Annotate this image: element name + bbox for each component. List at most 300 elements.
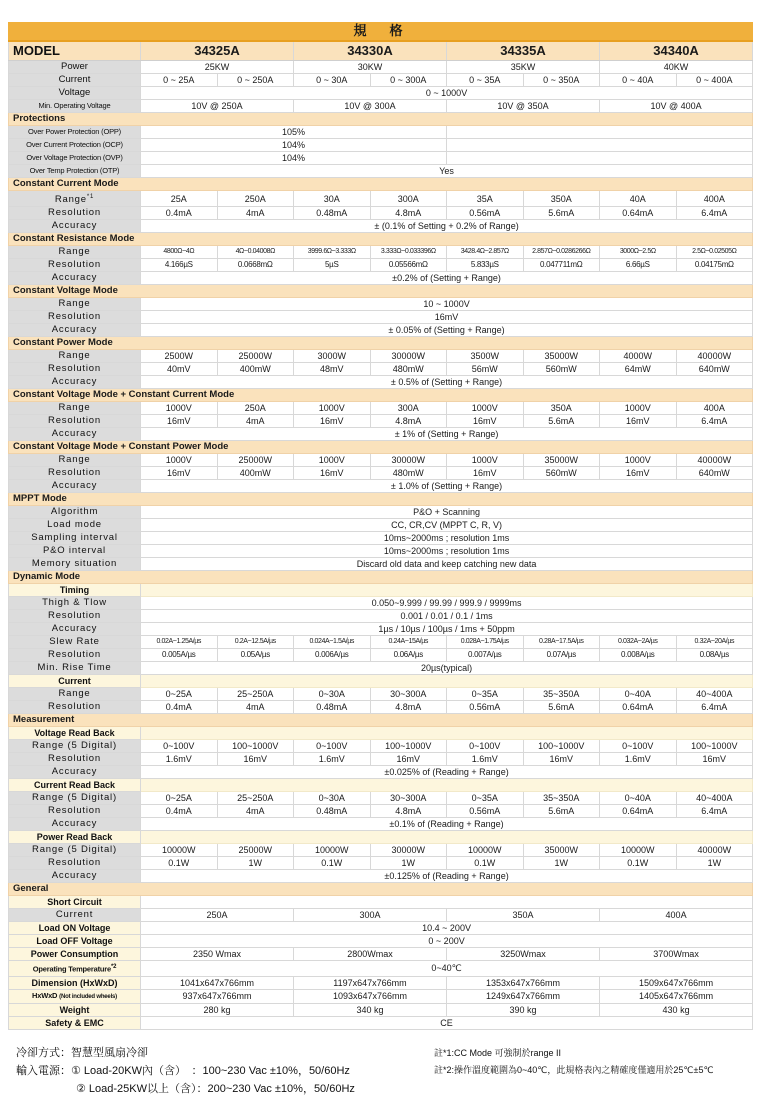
crb-res-c5: 0.56mA xyxy=(447,805,524,818)
dimension-nw-34335A: 1249x647x766mm xyxy=(447,989,600,1003)
prb-range-c5: 10000W xyxy=(447,844,524,857)
model-header-row xyxy=(9,41,753,61)
cp-res-c6: 560mW xyxy=(523,363,600,376)
weight-34330A: 340 kg xyxy=(294,1003,447,1016)
slew-rate-c3: 0.024A~1.5A/µs xyxy=(294,636,371,649)
cp-range-c4: 30000W xyxy=(370,350,447,363)
row-crb-accuracy xyxy=(9,818,753,831)
dyn-cur-res-c5: 0.56mA xyxy=(447,701,524,714)
row-ovp xyxy=(9,152,753,165)
cr-accuracy-value: ±0.2% of (Setting + Range) xyxy=(141,272,753,285)
slew-res-c1: 0.005A/µs xyxy=(141,649,218,662)
slew-rate-c5: 0.028A~1.75A/µs xyxy=(447,636,524,649)
subsection-voltage-read-back xyxy=(9,727,753,740)
cc-res-c8: 6.4mA xyxy=(676,207,753,220)
cc-range-c8: 400A xyxy=(676,191,753,207)
row-label-cv-resolution: Resolution xyxy=(9,311,141,324)
slew-res-c2: 0.05A/µs xyxy=(217,649,294,662)
row-mppt-sampling-interval xyxy=(9,532,753,545)
row-label-min-rise-time: Min. Rise Time xyxy=(9,662,141,675)
cp-range-c8: 40000W xyxy=(676,350,753,363)
current-c4: 0 ~ 300A xyxy=(370,74,447,87)
general-current-34340A: 400A xyxy=(600,909,753,922)
vrb-range-c3: 0~100V xyxy=(294,740,371,753)
cp-res-c2: 400mW xyxy=(217,363,294,376)
crb-res-c2: 4mA xyxy=(217,805,294,818)
crb-res-c6: 5.6mA xyxy=(523,805,600,818)
row-label-cp-resolution: Resolution xyxy=(9,363,141,376)
dimension-34330A: 1197x647x766mm xyxy=(294,976,447,989)
cc-res-c7: 0.64mA xyxy=(600,207,677,220)
row-label-cp-accuracy: Accuracy xyxy=(9,376,141,389)
section-constant-power-mode xyxy=(9,337,753,350)
row-dynamic-current-resolution xyxy=(9,701,753,714)
power-34330A: 30KW xyxy=(294,61,447,74)
vrb-range-c1: 0~100V xyxy=(141,740,218,753)
row-prb-accuracy xyxy=(9,870,753,883)
cp-res-c4: 480mW xyxy=(370,363,447,376)
row-label-prb-resolution: Resolution xyxy=(9,857,141,870)
row-cvcp-resolution xyxy=(9,467,753,480)
cvcc-range-c8: 400A xyxy=(676,402,753,415)
row-label-cp-range: Range xyxy=(9,350,141,363)
model-label: MODEL xyxy=(9,41,141,61)
dyn-cur-res-c3: 0.48mA xyxy=(294,701,371,714)
cvcc-range-c5: 1000V xyxy=(447,402,524,415)
row-slew-rate xyxy=(9,636,753,649)
cvcp-res-c7: 16mV xyxy=(600,467,677,480)
row-current xyxy=(9,74,753,87)
row-label-crb-range: Range (5 Digital) xyxy=(9,792,141,805)
cc-range-c5: 35A xyxy=(447,191,524,207)
row-cv-range xyxy=(9,298,753,311)
operating-temperature-note: *2 xyxy=(110,964,117,971)
row-label-opp: Over Power Protection (OPP) xyxy=(9,126,141,139)
row-cp-accuracy xyxy=(9,376,753,389)
cvcp-res-c4: 480mW xyxy=(370,467,447,480)
row-label-cvcp-accuracy: Accuracy xyxy=(9,480,141,493)
minop-34340A: 10V @ 400A xyxy=(600,100,753,113)
cc-range-text: Range xyxy=(54,194,87,206)
row-label-cvcp-range: Range xyxy=(9,454,141,467)
vrb-range-c5: 0~100V xyxy=(447,740,524,753)
row-label-power: Power xyxy=(9,61,141,74)
prb-range-c7: 10000W xyxy=(600,844,677,857)
subsection-label-timing: Timing xyxy=(9,584,141,597)
row-power xyxy=(9,61,753,74)
slew-rate-c2: 0.2A~12.5A/µs xyxy=(217,636,294,649)
cp-range-c2: 25000W xyxy=(217,350,294,363)
opp-value-right xyxy=(447,126,753,139)
cr-res-c1: 4.166µS xyxy=(141,259,218,272)
row-dimension xyxy=(9,976,753,989)
cc-res-c4: 4.8mA xyxy=(370,207,447,220)
row-cp-range xyxy=(9,350,753,363)
vrb-res-c4: 16mV xyxy=(370,753,447,766)
row-label-ovp: Over Voltage Protection (OVP) xyxy=(9,152,141,165)
row-crb-resolution xyxy=(9,805,753,818)
row-label-load-on-voltage: Load ON Voltage xyxy=(9,922,141,935)
vrb-res-c1: 1.6mV xyxy=(141,753,218,766)
row-timing-accuracy xyxy=(9,623,753,636)
cp-res-c7: 64mW xyxy=(600,363,677,376)
cvcc-res-c8: 6.4mA xyxy=(676,415,753,428)
dyn-cur-res-c2: 4mA xyxy=(217,701,294,714)
vrb-res-c6: 16mV xyxy=(523,753,600,766)
row-dimension-no-wheels xyxy=(9,989,753,1003)
cvcp-res-c3: 16mV xyxy=(294,467,371,480)
crb-range-c5: 0~35A xyxy=(447,792,524,805)
row-general-current xyxy=(9,909,753,922)
prb-range-c1: 10000W xyxy=(141,844,218,857)
cvcp-range-c5: 1000V xyxy=(447,454,524,467)
minop-34325A: 10V @ 250A xyxy=(141,100,294,113)
power-34335A: 35KW xyxy=(447,61,600,74)
vrb-range-c4: 100~1000V xyxy=(370,740,447,753)
row-label-general-current: Current xyxy=(9,909,141,922)
footnote-input-power-2: ② Load-25KW以上（含）：200~230 Vac ±10%，50/60Hz xyxy=(76,1082,355,1095)
model-34325A: 34325A xyxy=(141,41,294,61)
row-label-memory-situation: Memory situation xyxy=(9,558,141,571)
row-label-cr-range: Range xyxy=(9,246,141,259)
current-c8: 0 ~ 400A xyxy=(676,74,753,87)
crb-range-c3: 0~30A xyxy=(294,792,371,805)
cvcp-res-c8: 640mW xyxy=(676,467,753,480)
dyn-cur-range-c6: 35~350A xyxy=(523,688,600,701)
safety-emc-value: CE xyxy=(141,1016,753,1029)
crb-range-c7: 0~40A xyxy=(600,792,677,805)
row-label-voltage: Voltage xyxy=(9,87,141,100)
cr-res-c2: 0.0668mΩ xyxy=(217,259,294,272)
cvcc-range-c2: 250A xyxy=(217,402,294,415)
row-label-dynamic-current-range: Range xyxy=(9,688,141,701)
section-cv-plus-cc xyxy=(9,389,753,402)
cv-resolution-value: 16mV xyxy=(141,311,753,324)
row-label-crb-resolution: Resolution xyxy=(9,805,141,818)
cc-range-c4: 300A xyxy=(370,191,447,207)
cr-res-c5: 5.833µS xyxy=(447,259,524,272)
row-cv-resolution xyxy=(9,311,753,324)
section-measurement xyxy=(9,714,753,727)
section-label-cvcc: Constant Voltage Mode + Constant Current Mode xyxy=(9,389,753,402)
row-mppt-po-interval xyxy=(9,545,753,558)
timing-accuracy-value: 1µs / 10µs / 100µs / 1ms + 50ppm xyxy=(141,623,753,636)
vrb-range-c2: 100~1000V xyxy=(217,740,294,753)
cvcp-range-c6: 35000W xyxy=(523,454,600,467)
cvcc-res-c2: 4mA xyxy=(217,415,294,428)
cc-res-c3: 0.48mA xyxy=(294,207,371,220)
dyn-cur-range-c1: 0~25A xyxy=(141,688,218,701)
ovp-value-right xyxy=(447,152,753,165)
row-label-timing-resolution: Resolution xyxy=(9,610,141,623)
vrb-spacer xyxy=(141,727,753,740)
row-cr-range xyxy=(9,246,753,259)
slew-res-c4: 0.06A/µs xyxy=(370,649,447,662)
cr-res-c6: 0.047711mΩ xyxy=(523,259,600,272)
slew-res-c7: 0.008A/µs xyxy=(600,649,677,662)
prb-accuracy-value: ±0.125% of (Reading + Range) xyxy=(141,870,753,883)
subsection-power-read-back xyxy=(9,831,753,844)
subsection-label-short-circuit: Short Circuit xyxy=(9,896,141,909)
footnote-cooling: 冷卻方式：智慧型風扇冷卻 xyxy=(16,1046,148,1059)
cvcp-res-c2: 400mW xyxy=(217,467,294,480)
cvcp-range-c4: 30000W xyxy=(370,454,447,467)
row-label-sampling-interval: Sampling interval xyxy=(9,532,141,545)
row-cvcp-accuracy xyxy=(9,480,753,493)
dimension-nw-34330A: 1093x647x766mm xyxy=(294,989,447,1003)
row-label-slew-rate: Slew Rate xyxy=(9,636,141,649)
cvcc-res-c6: 5.6mA xyxy=(523,415,600,428)
section-dynamic-mode xyxy=(9,571,753,584)
cvcc-range-c6: 350A xyxy=(523,402,600,415)
dyn-cur-res-c6: 5.6mA xyxy=(523,701,600,714)
row-prb-resolution xyxy=(9,857,753,870)
dimension-no-wheels-sub: (Not included wheels) xyxy=(59,993,117,1000)
crb-range-c8: 40~400A xyxy=(676,792,753,805)
slew-rate-c1: 0.02A~1.25A/µs xyxy=(141,636,218,649)
row-label-dimension-no-wheels xyxy=(9,989,141,1003)
row-cvcc-range xyxy=(9,402,753,415)
prb-res-c5: 0.1W xyxy=(447,857,524,870)
row-min-operating-voltage xyxy=(9,100,753,113)
power-consumption-34330A: 2800Wmax xyxy=(294,948,447,961)
cc-range-c7: 40A xyxy=(600,191,677,207)
cp-res-c5: 56mW xyxy=(447,363,524,376)
algorithm-value: P&O + Scanning xyxy=(141,506,753,519)
row-vrb-resolution xyxy=(9,753,753,766)
dyn-cur-res-c7: 0.64mA xyxy=(600,701,677,714)
sampling-interval-value: 10ms~2000ms ; resolution 1ms xyxy=(141,532,753,545)
dyn-cur-res-c1: 0.4mA xyxy=(141,701,218,714)
row-label-otp: Over Temp Protection (OTP) xyxy=(9,165,141,178)
cc-res-c6: 5.6mA xyxy=(523,207,600,220)
row-crb-range xyxy=(9,792,753,805)
prb-range-c3: 10000W xyxy=(294,844,371,857)
ocp-value-right xyxy=(447,139,753,152)
cp-range-c1: 2500W xyxy=(141,350,218,363)
row-thigh-tlow xyxy=(9,597,753,610)
row-label-crb-accuracy: Accuracy xyxy=(9,818,141,831)
dimension-34325A: 1041x647x766mm xyxy=(141,976,294,989)
section-protections xyxy=(9,113,753,126)
cc-range-c6: 350A xyxy=(523,191,600,207)
prb-res-c4: 1W xyxy=(370,857,447,870)
section-label-cp: Constant Power Mode xyxy=(9,337,753,350)
crb-res-c3: 0.48mA xyxy=(294,805,371,818)
cc-range-c3: 30A xyxy=(294,191,371,207)
slew-rate-c7: 0.032A~2A/µs xyxy=(600,636,677,649)
row-label-prb-range: Range (5 Digital) xyxy=(9,844,141,857)
footnote-note-1: 註*1:CC Mode 可強制於range II xyxy=(434,1047,562,1058)
load-on-voltage-value: 10.4 ~ 200V xyxy=(141,922,753,935)
cp-res-c8: 640mW xyxy=(676,363,753,376)
crb-res-c8: 6.4mA xyxy=(676,805,753,818)
row-otp xyxy=(9,165,753,178)
row-vrb-accuracy xyxy=(9,766,753,779)
minop-34330A: 10V @ 300A xyxy=(294,100,447,113)
cp-accuracy-value: ± 0.5% of (Setting + Range) xyxy=(141,376,753,389)
cr-res-c7: 6.66µS xyxy=(600,259,677,272)
cr-range-c3: 3999.6Ω~3.333Ω xyxy=(294,246,371,259)
row-label-weight: Weight xyxy=(9,1003,141,1016)
row-label-vrb-resolution: Resolution xyxy=(9,753,141,766)
row-label-timing-accuracy: Accuracy xyxy=(9,623,141,636)
cvcc-res-c4: 4.8mA xyxy=(370,415,447,428)
subsection-current-read-back xyxy=(9,779,753,792)
prb-range-c8: 40000W xyxy=(676,844,753,857)
vrb-res-c2: 16mV xyxy=(217,753,294,766)
crb-range-c2: 25~250A xyxy=(217,792,294,805)
power-consumption-34335A: 3250Wmax xyxy=(447,948,600,961)
dyn-cur-range-c5: 0~35A xyxy=(447,688,524,701)
power-34325A: 25KW xyxy=(141,61,294,74)
section-constant-resistance-mode xyxy=(9,233,753,246)
crb-range-c6: 35~350A xyxy=(523,792,600,805)
row-cp-resolution xyxy=(9,363,753,376)
prb-range-c4: 30000W xyxy=(370,844,447,857)
footnotes xyxy=(16,1044,760,1098)
po-interval-value: 10ms~2000ms ; resolution 1ms xyxy=(141,545,753,558)
cc-res-c2: 4mA xyxy=(217,207,294,220)
section-label-general: General xyxy=(9,883,753,896)
load-off-voltage-value: 0 ~ 200V xyxy=(141,935,753,948)
row-label-cvcc-accuracy: Accuracy xyxy=(9,428,141,441)
slew-res-c6: 0.07A/µs xyxy=(523,649,600,662)
cvcc-accuracy-value: ± 1% of (Setting + Range) xyxy=(141,428,753,441)
dyn-cur-range-c4: 30~300A xyxy=(370,688,447,701)
row-label-cc-resolution: Resolution xyxy=(9,207,141,220)
minop-34335A: 10V @ 350A xyxy=(447,100,600,113)
min-rise-time-value: 20µs(typical) xyxy=(141,662,753,675)
cc-accuracy-value: ± (0.1% of Setting + 0.2% of Range) xyxy=(141,220,753,233)
vrb-res-c3: 1.6mV xyxy=(294,753,371,766)
operating-temperature-text: Operating Temperature xyxy=(32,964,111,974)
row-label-thigh-tlow: Thigh & Tlow xyxy=(9,597,141,610)
row-weight xyxy=(9,1003,753,1016)
vrb-res-c5: 1.6mV xyxy=(447,753,524,766)
row-prb-range xyxy=(9,844,753,857)
section-label-cc: Constant Current Mode xyxy=(9,178,753,191)
row-label-po-interval: P&O interval xyxy=(9,545,141,558)
row-label-load-off-voltage: Load OFF Voltage xyxy=(9,935,141,948)
row-label-ocp: Over Current Protection (OCP) xyxy=(9,139,141,152)
row-label-cc-range xyxy=(9,191,141,207)
crb-res-c1: 0.4mA xyxy=(141,805,218,818)
dyn-cur-range-c8: 40~400A xyxy=(676,688,753,701)
row-label-current: Current xyxy=(9,74,141,87)
row-power-consumption xyxy=(9,948,753,961)
row-label-cvcc-range: Range xyxy=(9,402,141,415)
sheet-title-row xyxy=(9,23,753,41)
prb-range-c2: 25000W xyxy=(217,844,294,857)
cvcc-res-c5: 16mV xyxy=(447,415,524,428)
row-slew-resolution xyxy=(9,649,753,662)
slew-rate-c6: 0.28A~17.5A/µs xyxy=(523,636,600,649)
cr-range-c7: 3000Ω~2.5Ω xyxy=(600,246,677,259)
vrb-accuracy-value: ±0.025% of (Reading + Range) xyxy=(141,766,753,779)
power-consumption-34340A: 3700Wmax xyxy=(600,948,753,961)
prb-res-c8: 1W xyxy=(676,857,753,870)
prb-spacer xyxy=(141,831,753,844)
crb-accuracy-value: ±0.1% of (Reading + Range) xyxy=(141,818,753,831)
load-mode-value: CC, CR,CV (MPPT C, R, V) xyxy=(141,519,753,532)
cr-range-c5: 3428.4Ω~2.857Ω xyxy=(447,246,524,259)
section-general xyxy=(9,883,753,896)
section-label-cvcp: Constant Voltage Mode + Constant Power Mode xyxy=(9,441,753,454)
cr-res-c3: 5µS xyxy=(294,259,371,272)
current-c2: 0 ~ 250A xyxy=(217,74,294,87)
section-mppt-mode xyxy=(9,493,753,506)
cc-res-c1: 0.4mA xyxy=(141,207,218,220)
prb-range-c6: 35000W xyxy=(523,844,600,857)
cvcp-range-c1: 1000V xyxy=(141,454,218,467)
row-label-vrb-accuracy: Accuracy xyxy=(9,766,141,779)
prb-res-c3: 0.1W xyxy=(294,857,371,870)
section-label-protections: Protections xyxy=(9,113,753,126)
section-constant-voltage-mode xyxy=(9,285,753,298)
row-mppt-load-mode xyxy=(9,519,753,532)
cc-range-note: *1 xyxy=(86,194,95,200)
subsection-label-voltage-read-back: Voltage Read Back xyxy=(9,727,141,740)
cv-range-value: 10 ~ 1000V xyxy=(141,298,753,311)
crb-range-c4: 30~300A xyxy=(370,792,447,805)
prb-res-c6: 1W xyxy=(523,857,600,870)
memory-situation-value: Discard old data and keep catching new data xyxy=(141,558,753,571)
vrb-range-c7: 0~100V xyxy=(600,740,677,753)
row-safety-emc xyxy=(9,1016,753,1029)
operating-temperature-value: 0~40℃ xyxy=(141,961,753,977)
thigh-tlow-value: 0.050~9.999 / 99.99 / 999.9 / 9999ms xyxy=(141,597,753,610)
row-cr-resolution xyxy=(9,259,753,272)
power-34340A: 40KW xyxy=(600,61,753,74)
crb-range-c1: 0~25A xyxy=(141,792,218,805)
section-label-cv: Constant Voltage Mode xyxy=(9,285,753,298)
timing-resolution-value: 0.001 / 0.01 / 0.1 / 1ms xyxy=(141,610,753,623)
row-cr-accuracy xyxy=(9,272,753,285)
cvcc-range-c7: 1000V xyxy=(600,402,677,415)
row-label-slew-resolution: Resolution xyxy=(9,649,141,662)
row-label-cv-accuracy: Accuracy xyxy=(9,324,141,337)
cvcc-range-c3: 1000V xyxy=(294,402,371,415)
row-label-cvcc-resolution: Resolution xyxy=(9,415,141,428)
slew-rate-c8: 0.32A~20A/µs xyxy=(676,636,753,649)
cp-res-c1: 40mV xyxy=(141,363,218,376)
cp-range-c3: 3000W xyxy=(294,350,371,363)
cr-range-c1: 4800Ω~4Ω xyxy=(141,246,218,259)
row-label-operating-temperature xyxy=(9,961,141,977)
general-current-34335A: 350A xyxy=(447,909,600,922)
timing-spacer xyxy=(141,584,753,597)
current-c7: 0 ~ 40A xyxy=(600,74,677,87)
cc-res-c5: 0.56mA xyxy=(447,207,524,220)
section-label-mppt: MPPT Mode xyxy=(9,493,753,506)
cvcp-range-c2: 25000W xyxy=(217,454,294,467)
page-title: 規 格 xyxy=(9,23,753,41)
dyn-cur-res-c8: 6.4mA xyxy=(676,701,753,714)
cvcc-res-c7: 16mV xyxy=(600,415,677,428)
row-load-on-voltage xyxy=(9,922,753,935)
row-label-safety-emc: Safety & EMC xyxy=(9,1016,141,1029)
cr-range-c2: 4Ω~0.04008Ω xyxy=(217,246,294,259)
cvcp-res-c1: 16mV xyxy=(141,467,218,480)
cp-res-c3: 48mV xyxy=(294,363,371,376)
cp-range-c6: 35000W xyxy=(523,350,600,363)
dynamic-current-spacer xyxy=(141,675,753,688)
footnotes-left xyxy=(16,1044,434,1098)
subsection-label-current-read-back: Current Read Back xyxy=(9,779,141,792)
row-cvcc-resolution xyxy=(9,415,753,428)
short-circuit-spacer xyxy=(141,896,753,909)
